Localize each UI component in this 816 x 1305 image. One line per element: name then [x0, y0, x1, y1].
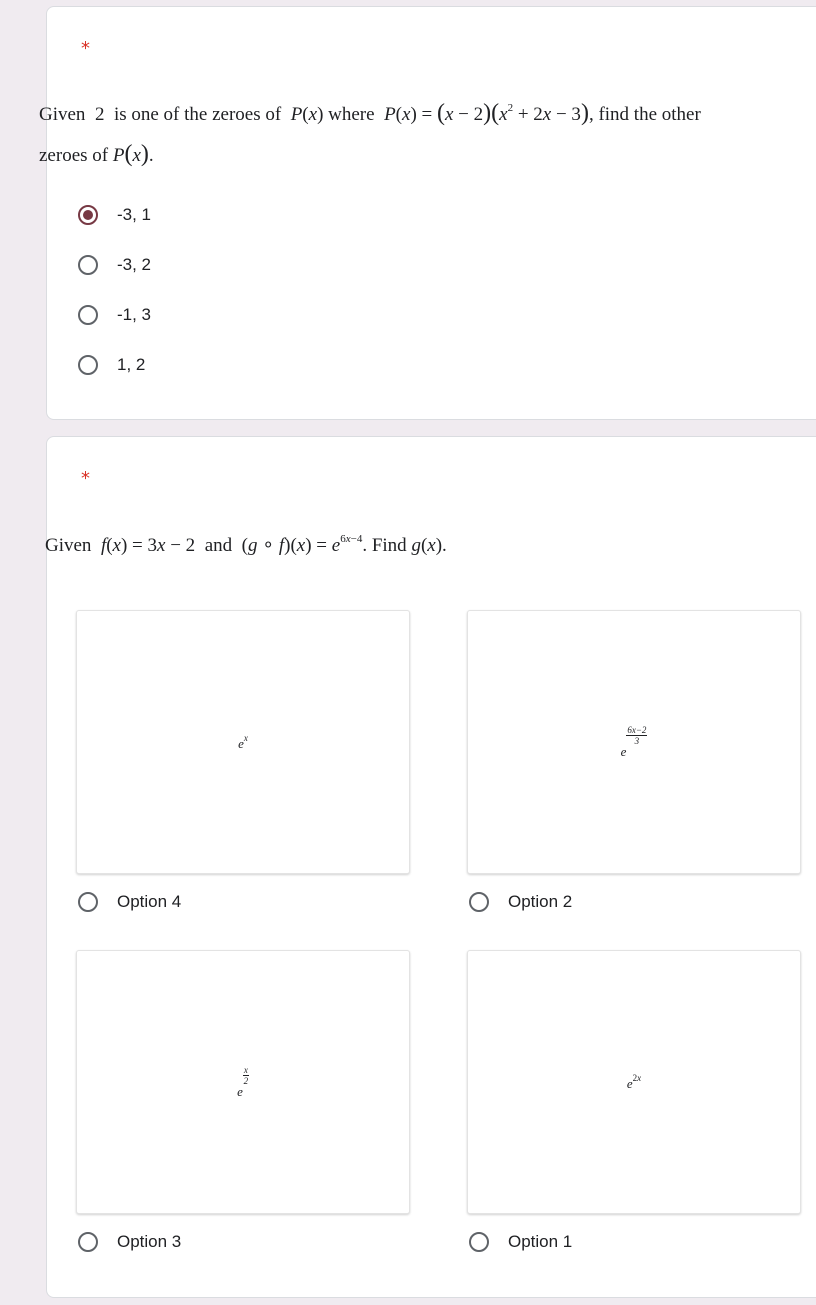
option-label: Option 1: [508, 1232, 573, 1251]
option-label: Option 4: [117, 892, 182, 911]
option-label: 1, 2: [117, 355, 146, 374]
radio-unchecked-icon[interactable]: [78, 1232, 98, 1252]
option-radio-1[interactable]: [78, 200, 151, 230]
radio-unchecked-icon[interactable]: [78, 355, 98, 375]
radio-unchecked-icon[interactable]: [78, 305, 98, 325]
option-4-expression: $e^x$: [238, 732, 248, 751]
radio-unchecked-icon[interactable]: [469, 892, 489, 912]
option-radio-2[interactable]: [78, 250, 151, 280]
option-radio-option-3[interactable]: [78, 1227, 181, 1257]
option-radio-option-2[interactable]: [469, 887, 572, 917]
radio-unchecked-icon[interactable]: [78, 255, 98, 275]
question-2-text: Given f(x) = 3x − 2 and (g ∘ $f)(x) = e^{6x-4}$. Find g(x).: [45, 533, 447, 556]
radio-unchecked-icon[interactable]: [78, 892, 98, 912]
option-2-expression: e $\frac{6x-2}{3}$: [620, 724, 647, 759]
option-label: Option 2: [508, 892, 573, 911]
option-image-2[interactable]: [467, 610, 801, 874]
option-image-1[interactable]: [467, 950, 801, 1214]
option-label: Option 3: [117, 1232, 182, 1251]
option-label: -1, 3: [117, 305, 152, 324]
option-radio-4[interactable]: [78, 350, 145, 380]
required-asterisk: *: [81, 468, 90, 489]
option-label: -3, 1: [117, 205, 152, 224]
question-1-text-line-2: zeroes of P(x).: [39, 141, 154, 167]
option-3-expression: e $\frac{x}{2}$: [237, 1064, 249, 1099]
option-radio-3[interactable]: [78, 300, 151, 330]
radio-unchecked-icon[interactable]: [469, 1232, 489, 1252]
question-1-text-line-1: Given 2 is one of the zeroes of P(x) where $P(x) = (x - 2)(x^2 + 2x - 3)$, find the other: [39, 100, 701, 126]
option-label: -3, 2: [117, 255, 152, 274]
required-asterisk: *: [81, 38, 90, 59]
option-image-3[interactable]: [76, 950, 410, 1214]
option-radio-option-1[interactable]: [469, 1227, 572, 1257]
radio-checked-icon[interactable]: [78, 205, 98, 225]
option-1-expression: $e^{2x}$: [626, 1072, 642, 1091]
option-image-4[interactable]: [76, 610, 410, 874]
question-card-1: [46, 6, 816, 420]
option-radio-option-4[interactable]: [78, 887, 181, 917]
